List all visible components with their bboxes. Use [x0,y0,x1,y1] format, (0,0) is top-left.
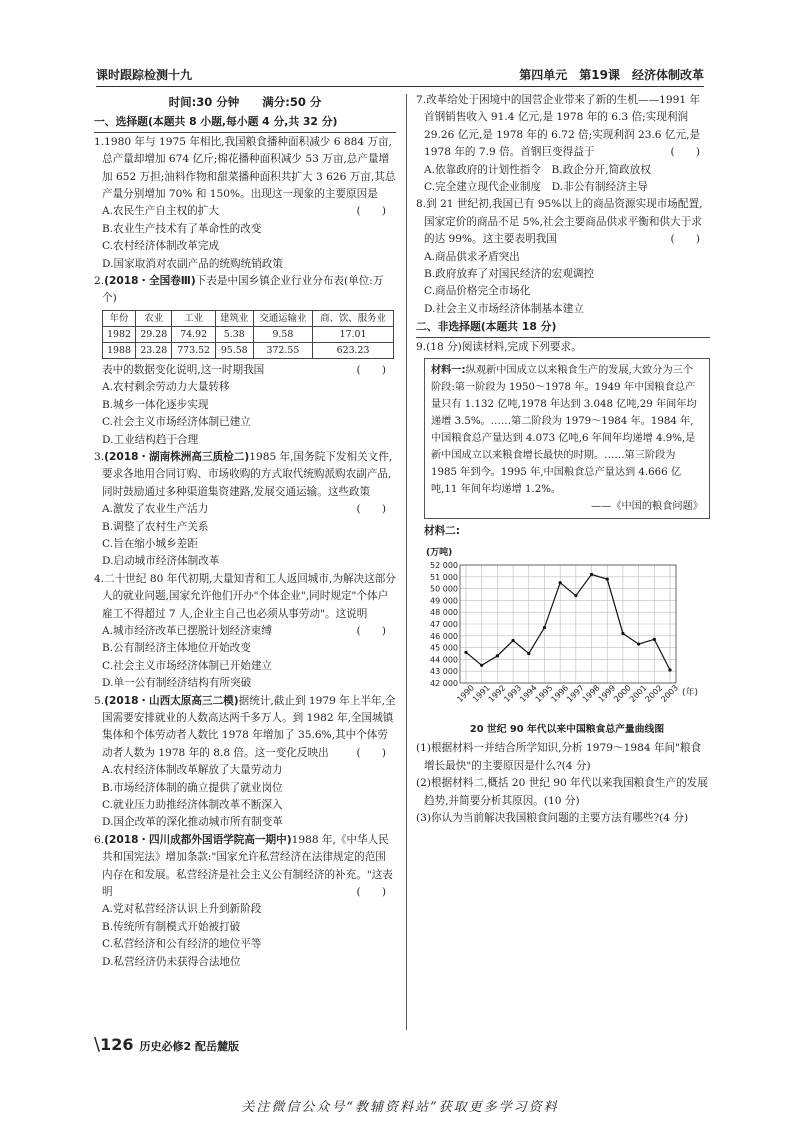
q7-options-cd[interactable]: C.完全建立现代企业制度 D.非公有制经济主导 [424,181,648,194]
table-cell: 773.52 [172,342,215,358]
x-tick-label: 1991 [470,682,492,704]
q8-option-b[interactable]: B.政府放弃了对国民经济的宏观调控 [424,268,595,281]
question-4 [94,571,396,693]
data-point [653,637,656,640]
y-tick-label: 47 000 [430,619,458,629]
q7-answer-paren[interactable]: ( ) [670,146,700,159]
q1-option-a[interactable]: A.农民生产自主权的扩大 [102,205,219,218]
q4-stem: 4.二十世纪 80 年代初期,大量知青和工人返回城市,为解决这部分人的就业问题,国家允许他们开办"个体企业",同时规定"个体户雇工不得超过 7 人,企业主自己也必须从事劳动"。这说明 [94,572,396,620]
material-1-source: ——《中国的粮食问题》 [590,501,703,513]
q2-option-d[interactable]: D.工业结构趋于合理 [102,433,199,446]
table-cell: 372.55 [253,342,312,358]
q4-option-c[interactable]: C.社会主义市场经济体制已开始建立 [102,659,273,672]
q1-option-b[interactable]: B.农业生产技术有了革命性的改变 [102,222,262,235]
data-point [559,581,562,584]
data-point [480,663,483,666]
book-title: 历史必修2 配岳麓版 [139,1040,239,1053]
table-header-cell: 交通运输业 [253,310,312,326]
q2-option-a[interactable]: A.农村剩余劳动力大量转移 [102,381,230,394]
q2-answer-paren[interactable]: ( ) [356,363,386,376]
right-column [416,92,710,827]
data-point [543,625,546,628]
x-tick-label: 1994 [518,682,539,704]
q8-stem: 8.到 21 世纪初,我国已有 95%以上的商品资源实现市场配置,国家定价的商品不足 5%,社会主要商品供求平衡和供大于求的达 99%。这主要表明我国 [416,198,703,246]
question-7 [416,92,710,196]
q2-stem: 下表是中国乡镇企业行业分布表(单位:万个) [102,275,384,305]
table-cell: 623.23 [313,342,394,358]
x-tick-label: 1990 [455,682,477,704]
y-tick-label: 48 000 [430,607,458,617]
page-footer: \126 历史必修2 配岳麓版 [94,1034,239,1055]
data-point [590,572,593,575]
table-header-row [103,310,394,326]
table-header-cell: 建筑业 [215,310,253,326]
table-cell: 95.58 [215,342,253,358]
q1-option-c[interactable]: C.农村经济体制改革完成 [102,240,220,253]
q9-sub-1: (1)根据材料一并结合所学知识,分析 1979～1984 年间"粮食增长最快"的主要原因是什么?(4 分) [416,742,702,772]
section-choice-title: 一、选择题(本题共 8 小题,每小题 4 分,共 32 分) [94,113,396,132]
q6-option-d[interactable]: D.私营经济仍未获得合法地位 [102,955,241,968]
x-tick-label: 1996 [549,682,571,704]
x-tick-label: 1998 [580,682,602,704]
x-tick-label: 1995 [533,682,555,704]
table-cell: 29.28 [136,326,172,342]
data-point [527,651,530,654]
question-1 [94,134,396,273]
q7-options-ab[interactable]: A.依靠政府的计划性指令 B.政企分开,简政放权 [424,163,651,176]
q1-option-d[interactable]: D.国家取消对农副产品的统购统销政策 [102,257,283,270]
header-left: 课时跟踪检测十九 [96,68,193,82]
q5-option-a[interactable]: A.农村经济体制改革解放了大量劳动力 [102,764,283,777]
table-header-cell: 农业 [136,310,172,326]
question-6: 6.(2018・四川成都外国语学院高一期中)1988 年,《中华人民共和国宪法》增加条款:"国家允许私营经济在法律规定的范围内存在和发展。私营经济是社会主义公有制经济的补充。"这表明 ( ) A.党对私营经济认识上升到新阶段 B.传统所有制模式开始被打破 C.私营经济和公有经济的地位平等 D.私营经济仍未获得合法地位 [94,832,396,971]
page-header [96,64,704,86]
table-cell: 23.28 [136,342,172,358]
q3-option-c[interactable]: C.旨在缩小城乡差距 [102,537,198,550]
q6-stem: 1988 年,《中华人民共和国宪法》增加条款:"国家允许私营经济在法律规定的范围内存在和发展。私营经济是社会主义公有制经济的补充。"这表明 [102,833,393,899]
q4-answer-paren[interactable]: ( ) [356,624,386,637]
q9-stem: 9.(18 分)阅读材料,完成下列要求。 [416,340,582,353]
q3-source-tag: (2018・湖南株洲高三质检二) [104,450,250,463]
q8-option-d[interactable]: D.社会主义市场经济体制基本建立 [424,302,584,315]
q3-option-d[interactable]: D.启动城市经济体制改革 [102,555,220,568]
y-tick-label: 49 000 [430,595,458,605]
x-tick-label: 1993 [502,682,524,704]
x-tick-label: 2000 [612,682,633,704]
chart-caption: 20 世纪 90 年代以来中国粮食总产量曲线图 [469,723,665,735]
q5-answer-paren[interactable]: ( ) [356,746,386,759]
x-axis-label: (年) [682,687,699,698]
data-point [668,668,671,671]
x-tick-label: 1999 [596,682,618,704]
q2-source-tag: (2018・全国卷Ⅲ) [104,275,196,288]
q4-option-a[interactable]: A.城市经济改革已摆脱计划经济束缚 [102,624,272,637]
material-2-label: 材料二: [424,525,461,538]
question-8 [416,196,710,318]
x-tick-label: 1997 [565,682,586,704]
q5-option-c[interactable]: C.就业压力助推经济体制改革不断深入 [102,799,283,812]
q8-option-c[interactable]: C.商品价格完全市场化 [424,285,531,298]
q9-sub-3: (3)你认为当前解决我国粮食问题的主要方法有哪些?(4 分) [416,811,689,824]
grain-chart-svg [424,543,708,715]
table-cell: 9.58 [253,326,312,342]
q5-stem: 据统计,截止到 1979 年上半年,全国需要安排就业的人数高达两千多万人。到 1982 年,全国城镇集体和个体劳动者人数比 1978 年增加了 35.6%,其中个体劳动者人数为 1978 年的 8.8 倍。这一变化反映出 [102,694,396,759]
q4-option-b[interactable]: B.公有制经济主体地位开始改变 [102,642,251,655]
q3-answer-paren[interactable]: ( ) [356,503,386,516]
q2-tail: 表中的数据变化说明,这一时期我国 [102,363,265,376]
q8-option-a[interactable]: A.商品供求矛盾突出 [424,250,520,263]
y-tick-label: 45 000 [430,643,458,653]
q3-stem: 1985 年,国务院下发相关文件,要求各地用合同订购、市场收购的方式取代统购派购农副产品,同时鼓励通过多种渠道集资建路,发展交通运输。这些政策 [102,450,393,498]
x-tick-label: 2002 [643,682,665,704]
q6-option-a[interactable]: A.党对私营经济认识上升到新阶段 [102,903,262,916]
page-number: 126 [100,1035,134,1054]
y-tick-label: 42 000 [430,678,458,688]
column-divider [406,94,407,1030]
table-header-cell: 工业 [172,310,215,326]
data-point [511,638,514,641]
data-point [606,577,609,580]
q2-table [102,310,394,359]
q5-option-b[interactable]: B.市场经济体制的确立提供了就业岗位 [102,781,283,794]
question-5: 5.(2018・山西太原高三二模)据统计,截止到 1979 年上半年,全国需要安排就业的人数高达两千多万人。到 1982 年,全国城镇集体和个体劳动者人数比 1978 年增加了 35.6%,其中个体劳动者人数为 1978 年的 8.8 倍。这一变化反映出 ( ) A.农村经济体制改革解放了大量劳动力 B.市场经济体制的确立提供了就业岗位 C.就业压力助推经济体制改革不断深入 D.国企改革的深化推动城市所有制变革 [94,693,396,832]
bottom-promo-note: 关注微信公众号“教辅资料站”获取更多学习资料 [241,1100,559,1115]
y-tick-label: 43 000 [430,666,458,676]
y-tick-label: 50 000 [430,584,458,594]
q5-source-tag: (2018・山西太原高三二模) [104,694,239,707]
q6-source-tag: (2018・四川成都外国语学院高一期中) [104,833,292,846]
table-header-cell: 年份 [103,310,136,326]
table-row [103,326,394,342]
material-1-box [424,358,710,519]
grain-chart [424,543,710,739]
q1-stem: 1.1980 年与 1975 年相比,我国粮食播种面积减少 6 884 万亩,总产量却增加 674 亿斤;棉花播种面积减少 53 万亩,总产量增加 652 万担;油料作物和甜菜播种面积共扩大 3 626 万亩,其总产量分别增加 70% 和 150%。出现这一现象的主要原因是 [94,135,396,201]
table-cell: 1982 [103,326,136,342]
q6-option-c[interactable]: C.私营经济和公有经济的地位平等 [102,938,262,951]
y-tick-label: 46 000 [430,631,458,641]
table-header-cell: 商、饮、服务业 [313,310,394,326]
table-cell: 17.01 [313,326,394,342]
q3-option-a[interactable]: A.激发了农业生产活力 [102,503,209,516]
q9-sub-2: (2)根据材料二,概括 20 世纪 90 年代以来我国粮食生产的发展趋势,并简要分析其原因。(10 分) [416,777,708,807]
q1-answer-paren[interactable]: ( ) [356,205,386,218]
y-tick-label: 52 000 [430,560,458,570]
q4-option-d[interactable]: D.单一公有制经济结构有所突破 [102,677,252,690]
x-tick-label: 2001 [627,682,649,704]
data-point [496,654,499,657]
section-essay-title: 二、非选择题(本题共 18 分) [416,318,710,337]
question-2: 2.(2018・全国卷Ⅲ)下表是中国乡镇企业行业分布表(单位:万个) 年份 农业 工业 建筑业 交通运输业 商、饮、服务业 1982 29.28 74.92 5.38 9.58 17.01 1988 23.28 773.52 95.58 372.55 623.23 表中的数据变化说明,这一时期我国 ( ) A.农村剩余劳动力大量转移 B.城乡一体化逐步实现 C.社会主义市场经济体制已建立 D.工业结构趋于合理 [94,273,396,449]
left-column [94,92,396,971]
material-1-label: 材料一: [431,365,466,377]
data-point [574,594,577,597]
q5-option-d[interactable]: D.国企改革的深化推动城市所有制变革 [102,816,283,829]
y-axis-label: (万吨) [426,547,453,558]
q7-stem: 7.改革给处于困境中的国营企业带来了新的生机——1991 年首钢销售收入 91.4 亿元,是 1978 年的 6.3 倍;实现利润 29.26 亿元,是 1978 年的 6.72 倍;实现利润 23.6 亿元,是 1978 年的 7.9 倍。首钢巨变得益于 [416,94,701,159]
data-point [621,631,624,634]
x-tick-label: 2003 [659,682,681,704]
data-point [464,650,467,653]
header-right: 第四单元 第19课 经济体制改革 [519,68,704,82]
question-9 [416,339,710,828]
y-tick-label: 51 000 [430,572,458,582]
y-tick-label: 44 000 [430,654,458,664]
data-point [637,642,640,645]
x-tick-label: 1992 [486,682,508,704]
time-line: 时间:30 分钟 满分:50 分 [168,95,322,109]
q3-option-b[interactable]: B.调整了农村生产关系 [102,520,209,533]
header-rule [96,86,704,87]
table-cell: 5.38 [215,326,253,342]
table-cell: 1988 [103,342,136,358]
question-3: 3.(2018・湖南株洲高三质检二)1985 年,国务院下发相关文件,要求各地用合同订购、市场收购的方式取代统购派购农副产品,同时鼓励通过多种渠道集资建路,发展交通运输。这些政策 ( ) A.激发了农业生产活力 B.调整了农村生产关系 C.旨在缩小城乡差距 D.启动城市经济体制改革 [94,449,396,571]
table-cell: 74.92 [172,326,215,342]
q2-option-b[interactable]: B.城乡一体化逐步实现 [102,398,209,411]
table-row [103,342,394,358]
q6-answer-paren[interactable]: ( ) [356,886,386,899]
q8-answer-paren[interactable]: ( ) [670,233,700,246]
material-1-text: 纵观新中国成立以来粮食生产的发展,大致分为三个阶段:第一阶段为 1950～1978 年。1949 年中国粮食总产量只有 1.132 亿吨,1978 年达到 3.048 亿吨,29 年间年均递增 3.5%。……第二阶段为 1979～1984 年。1984 年,中国粮食总产量达到 4.073 亿吨,6 年间年均递增 4.9%,是新中国成立以来粮食增长最快的时期。……第三阶段为 1985 年到今。1995 年,中国粮食总产量达到 4.666 亿吨,11 年间年均递增 1.2%。 [431,365,697,496]
q6-option-b[interactable]: B.传统所有制模式开始被打破 [102,920,241,933]
q2-option-c[interactable]: C.社会主义市场经济体制已建立 [102,416,251,429]
